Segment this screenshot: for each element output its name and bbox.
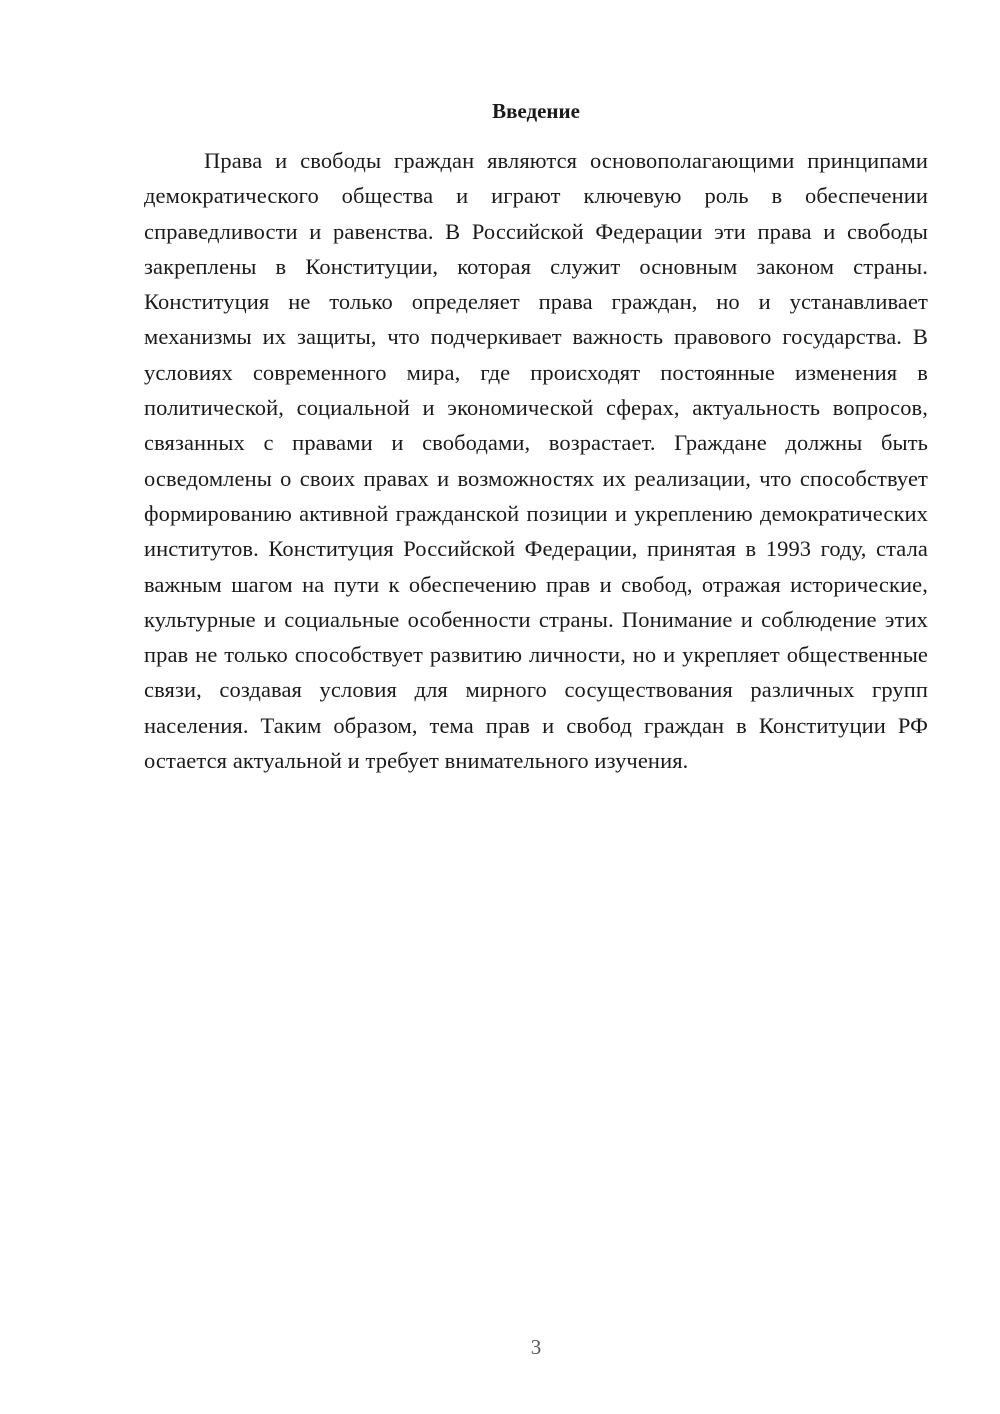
page-number: 3 <box>530 1335 542 1359</box>
introduction-paragraph: Права и свободы граждан являются основополагающими принципами демократического общества и играют ключевую роль в обеспечении справедливости и равенства. В Российской Федерации эти права и свободы закреплены в Конституции, которая служит основным законом страны. Конституция не только определяет права граждан, но и устанавливает механизмы их защиты, что подчеркивает важность правового государства. В условиях современного мира, где происходят постоянные изменения в политической, социальной и экономической сферах, актуальность вопросов, связанных с правами и свободами, возрастает. Граждане должны быть осведомлены о своих правах и возможностях их реализации, что способствует формированию активной гражданской позиции и укреплению демократических институтов. Конституция Российской Федерации, принятая в 1993 году, стала важным шагом на пути к обеспечению прав и свобод, отражая исторические, культурные и социальные особенности страны. Понимание и соблюдение этих прав не только способствует развитию личности, но и укрепляет общественные связи, создавая условия для мирного сосуществования различных групп населения. Таким образом, тема прав и свобод граждан в Конституции РФ остается актуальной и требует внимательного изучения. <box>144 148 928 774</box>
section-heading: Введение <box>492 99 580 123</box>
